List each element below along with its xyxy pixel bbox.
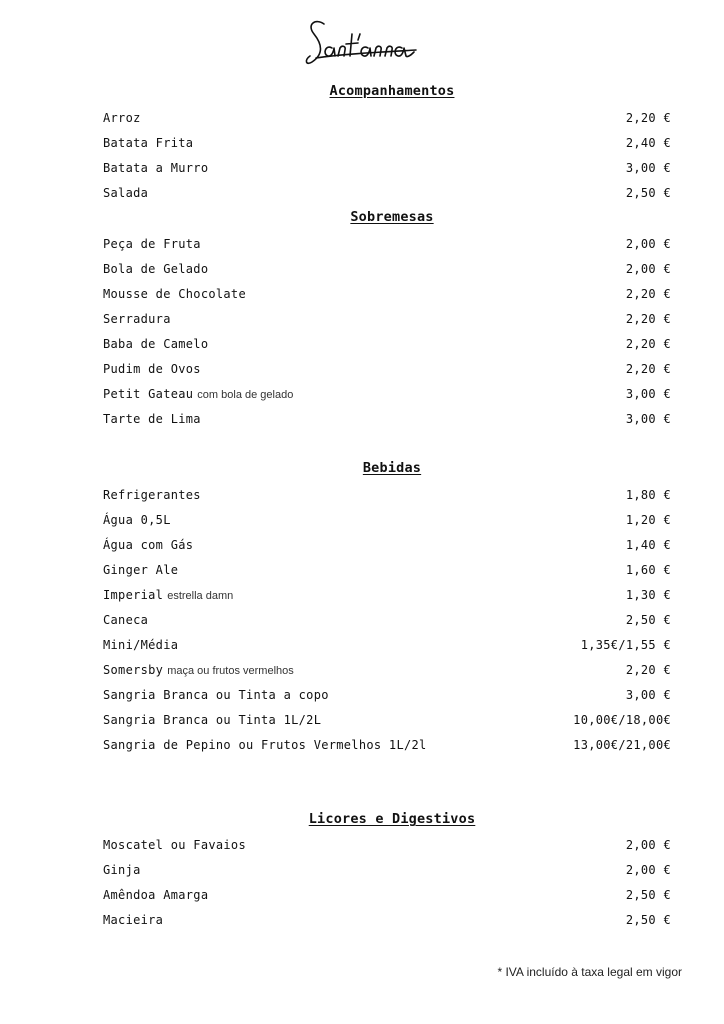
menu-item	[103, 159, 671, 177]
item-price: 3,00 €	[625, 387, 671, 401]
menu-item	[103, 736, 671, 754]
menu-item	[103, 636, 671, 654]
item-price: 1,80 €	[625, 488, 671, 502]
item-price: 10,00€/18,00€	[573, 713, 671, 727]
section-title-acompanhamentos: Acompanhamentos	[329, 83, 455, 99]
item-price: 1,40 €	[625, 538, 671, 552]
item-name: Somersby maça ou frutos vermelhos	[103, 663, 294, 677]
section-title-bebidas: Bebidas	[362, 460, 422, 476]
section-title-sobremesas: Sobremesas	[350, 209, 434, 225]
item-price: 2,20 €	[625, 663, 671, 677]
item-name: Macieira	[103, 913, 164, 927]
menu-item	[103, 686, 671, 704]
item-price: 2,40 €	[625, 136, 671, 150]
item-price: 2,50 €	[625, 186, 671, 200]
script-logo-icon	[302, 14, 422, 74]
item-price: 2,20 €	[625, 312, 671, 326]
item-name: Sangria Branca ou Tinta 1L/2L	[103, 713, 322, 727]
item-name: Imperial estrella damn	[103, 588, 234, 602]
item-price: 2,00 €	[625, 237, 671, 251]
menu-item	[103, 886, 671, 904]
menu-item	[103, 511, 671, 529]
item-price: 2,20 €	[625, 111, 671, 125]
item-name: Arroz	[103, 111, 141, 125]
menu-item	[103, 711, 671, 729]
item-name: Ginja	[103, 863, 141, 877]
item-price: 2,50 €	[625, 913, 671, 927]
menu-item	[103, 486, 671, 504]
santanna-logo	[0, 14, 724, 74]
item-price: 3,00 €	[625, 688, 671, 702]
menu-item	[103, 335, 671, 353]
menu-item	[103, 611, 671, 629]
item-price: 1,20 €	[625, 513, 671, 527]
item-name: Água com Gás	[103, 538, 194, 552]
item-name: Serradura	[103, 312, 171, 326]
item-name: Peça de Fruta	[103, 237, 201, 251]
menu-item	[103, 836, 671, 854]
item-price: 2,20 €	[625, 287, 671, 301]
item-price: 1,30 €	[625, 588, 671, 602]
item-price: 1,60 €	[625, 563, 671, 577]
item-name: Baba de Camelo	[103, 337, 209, 351]
item-name: Sangria de Pepino ou Frutos Vermelhos 1L/2l	[103, 738, 427, 752]
item-name: Amêndoa Amarga	[103, 888, 209, 902]
item-note: com bola de gelado	[197, 389, 294, 401]
menu-item	[103, 661, 671, 679]
item-price: 1,35€/1,55 €	[580, 638, 671, 652]
item-price: 13,00€/21,00€	[573, 738, 671, 752]
menu-item	[103, 184, 671, 202]
menu-item	[103, 285, 671, 303]
item-price: 2,20 €	[625, 362, 671, 376]
menu-item	[103, 536, 671, 554]
menu-item	[103, 360, 671, 378]
item-name: Pudim de Ovos	[103, 362, 201, 376]
vat-footnote: * IVA incluído à taxa legal em vigor	[497, 965, 682, 979]
menu-item	[103, 911, 671, 929]
item-name: Caneca	[103, 613, 149, 627]
item-price: 3,00 €	[625, 412, 671, 426]
menu-item	[103, 861, 671, 879]
menu-item	[103, 410, 671, 428]
item-name: Bola de Gelado	[103, 262, 209, 276]
menu-item	[103, 260, 671, 278]
item-price: 2,50 €	[625, 613, 671, 627]
item-name: Água 0,5L	[103, 513, 171, 527]
item-name: Petit Gateau com bola de gelado	[103, 387, 294, 401]
item-name: Sangria Branca ou Tinta a copo	[103, 688, 329, 702]
menu-item	[103, 134, 671, 152]
item-name: Batata Frita	[103, 136, 194, 150]
menu-item	[103, 586, 671, 604]
item-name: Refrigerantes	[103, 488, 201, 502]
item-price: 2,00 €	[625, 262, 671, 276]
item-name: Ginger Ale	[103, 563, 179, 577]
item-note: maça ou frutos vermelhos	[167, 665, 294, 677]
item-name: Batata a Murro	[103, 161, 209, 175]
menu-item	[103, 561, 671, 579]
section-title-licores-e-digestivos: Licores e Digestivos	[308, 811, 476, 827]
menu-item	[103, 235, 671, 253]
menu-item	[103, 385, 671, 403]
item-price: 2,20 €	[625, 337, 671, 351]
menu-item	[103, 310, 671, 328]
item-name: Mousse de Chocolate	[103, 287, 246, 301]
item-name: Salada	[103, 186, 149, 200]
item-price: 3,00 €	[625, 161, 671, 175]
item-price: 2,50 €	[625, 888, 671, 902]
item-note: estrella damn	[167, 590, 234, 602]
item-name: Mini/Média	[103, 638, 179, 652]
item-price: 2,00 €	[625, 863, 671, 877]
menu-item	[103, 109, 671, 127]
item-price: 2,00 €	[625, 838, 671, 852]
item-name: Tarte de Lima	[103, 412, 201, 426]
item-name: Moscatel ou Favaios	[103, 838, 246, 852]
